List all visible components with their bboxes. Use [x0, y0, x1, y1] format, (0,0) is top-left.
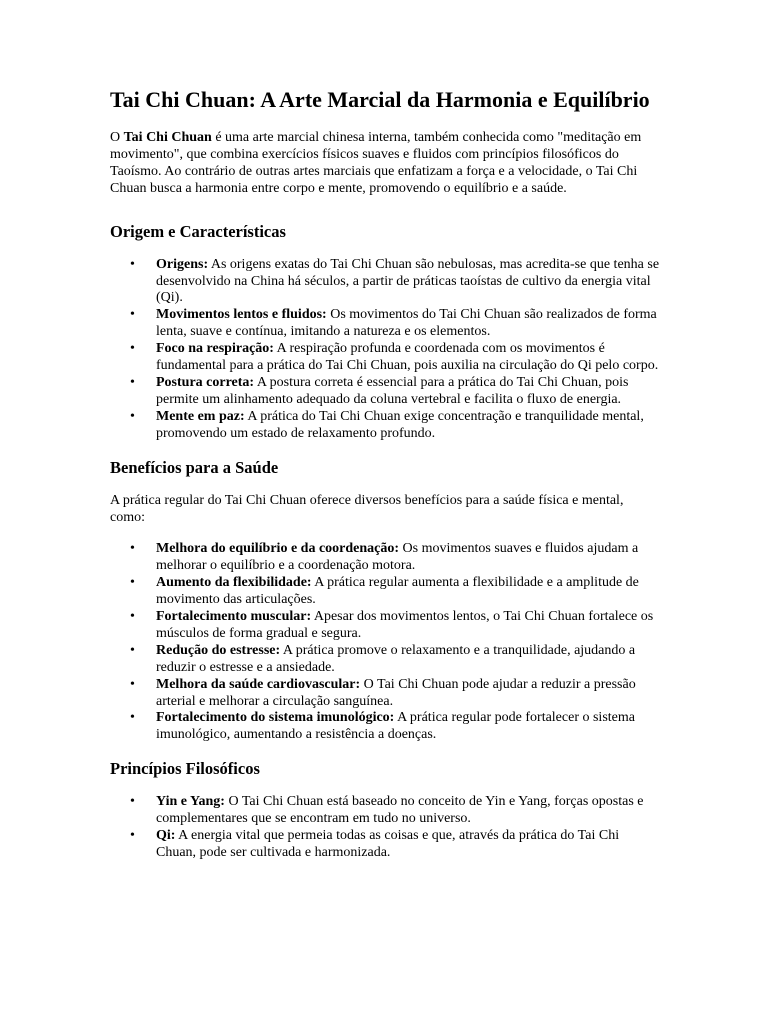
heading-beneficios: Benefícios para a Saúde: [110, 457, 279, 477]
list-item-text: As origens exatas do Tai Chi Chuan são nebulosas, mas acredita-se que tenha se desenvolvido na China há séculos, a partir de práticas taoístas de cultivo da energia vital (Qi).: [156, 256, 660, 306]
bullet-icon: •: [130, 374, 135, 390]
intro-rest: é uma arte marcial chinesa interna, também conhecida como "meditação em movimento", que combina exercícios físicos suaves e fluidos com princípios filosóficos do Taoísmo. Ao contrário de outras artes marciais que enfatizam a força e a velocidade, o Tai Chi Chuan busca a harmonia entre corpo e mente, promovendo o equilíbrio e a saúde.: [110, 130, 642, 196]
list-item: [110, 341, 660, 375]
list-item-text: A respiração profunda e coordenada com os movimentos é fundamental para a prática do Tai Chi Chuan, pois auxilia na circulação do Qi pelo corpo.: [156, 341, 659, 374]
bullet-icon: •: [130, 828, 135, 844]
list-item-text: A prática regular pode fortalecer o sistema imunológico, aumentando a resistência a doenças.: [156, 710, 635, 743]
list-item-term: Yin e Yang:: [156, 794, 225, 810]
list-item-term: Movimentos lentos e fluidos:: [156, 307, 327, 323]
beneficios-list: [110, 541, 660, 744]
document-title: Tai Chi Chuan: A Arte Marcial da Harmonia e Equilíbrio: [110, 87, 650, 112]
list-item-text: Apesar dos movimentos lentos, o Tai Chi Chuan fortalece os músculos de forma gradual e segura.: [156, 609, 654, 641]
list-item-term: Fortalecimento muscular:: [156, 609, 312, 625]
list-item-term: Melhora da saúde cardiovascular:: [156, 676, 361, 692]
list-item: [110, 828, 660, 862]
bullet-icon: •: [130, 642, 135, 658]
bullet-icon: •: [130, 408, 135, 424]
bullet-icon: •: [130, 575, 135, 591]
list-item: [110, 375, 660, 409]
list-item-text: O Tai Chi Chuan está baseado no conceito de Yin e Yang, forças opostas e complementares que se encontram em tudo no universo.: [156, 794, 644, 827]
list-item-term: Aumento da flexibilidade:: [156, 575, 312, 591]
list-item: [110, 541, 660, 575]
list-item-text: A postura correta é essencial para a prática do Tai Chi Chuan, pois permite um alinhamento adequado da coluna vertebral e facilita o fluxo de energia.: [156, 374, 629, 407]
bullet-icon: •: [130, 541, 135, 557]
list-item-term: Fortalecimento do sistema imunológico:: [156, 710, 395, 726]
list-item-text: A prática do Tai Chi Chuan exige concentração e tranquilidade mental, promovendo um estado de relaxamento profundo.: [156, 408, 644, 441]
intro-paragraph: [110, 130, 660, 198]
bullet-icon: •: [130, 256, 135, 272]
bullet-icon: •: [130, 794, 135, 810]
list-item: [110, 409, 660, 443]
list-item-text: A energia vital que permeia todas as coisas e que, através da prática do Tai Chi Chuan, pode ser cultivada e harmonizada.: [156, 828, 620, 860]
list-item: [110, 257, 660, 308]
list-item: [110, 677, 660, 711]
bullet-icon: •: [130, 609, 135, 625]
list-item-term: Foco na respiração:: [156, 341, 274, 357]
list-item: [110, 794, 660, 828]
list-item: [110, 609, 660, 643]
list-item-text: A prática promove o relaxamento e a tranquilidade, ajudando a reduzir o estresse e a ansiedade.: [156, 642, 636, 675]
bullet-icon: •: [130, 341, 135, 357]
origem-list: [110, 257, 660, 443]
list-item-term: Origens:: [156, 256, 209, 272]
list-item-text: Os movimentos suaves e fluidos ajudam a melhorar o equilíbrio e a coordenação motora.: [156, 541, 639, 574]
bullet-icon: •: [130, 676, 135, 692]
bullet-icon: •: [130, 307, 135, 323]
list-item-text: O Tai Chi Chuan pode ajudar a reduzir a pressão arterial e melhorar a circulação sanguínea.: [156, 676, 636, 709]
list-item: [110, 643, 660, 677]
beneficios-intro: A prática regular do Tai Chi Chuan oferece diversos benefícios para a saúde física e mental, como:: [110, 492, 624, 525]
intro-prefix: O: [110, 130, 124, 145]
list-item-term: Melhora do equilíbrio e da coordenação:: [156, 541, 400, 557]
heading-principios: Princípios Filosóficos: [110, 759, 260, 779]
list-item: [110, 307, 660, 341]
list-item: [110, 710, 660, 744]
list-item: [110, 575, 660, 609]
principios-list: [110, 794, 660, 862]
list-item-term: Redução do estresse:: [156, 642, 281, 658]
bullet-icon: •: [130, 710, 135, 726]
list-item-text: Os movimentos do Tai Chi Chuan são realizados de forma lenta, suave e contínua, imitando a natureza e os elementos.: [156, 307, 657, 340]
document-page: [110, 86, 660, 862]
list-item-text: A prática regular aumenta a flexibilidade e a amplitude de movimento das articulações.: [156, 575, 639, 608]
list-item-term: Mente em paz:: [156, 408, 245, 424]
list-item-term: Qi:: [156, 828, 176, 844]
list-item-term: Postura correta:: [156, 374, 255, 390]
heading-origem: Origem e Características: [110, 221, 286, 241]
intro-bold-term: Tai Chi Chuan: [123, 130, 212, 145]
